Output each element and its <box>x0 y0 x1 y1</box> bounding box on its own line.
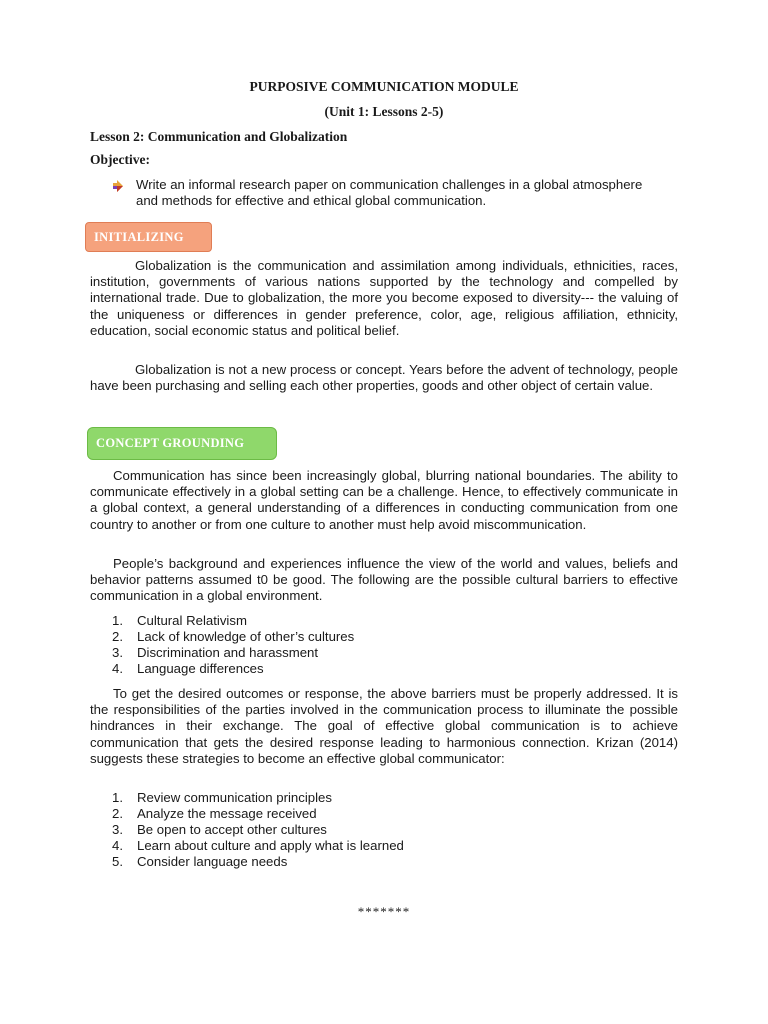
list-item: 1. Review communication principles <box>112 790 332 805</box>
initializing-paragraph-1: Globalization is the communication and assimilation among individuals, ethnicities, races, institution, governments of various nations supported by the technology and compelled by international trade. Due to globalization, the more you become exposed to diversity--- the valuing of the uniqueness or differences in gender preference, color, age, religious affiliation, ethnicity, education, social economic status and political belief. <box>90 258 678 338</box>
initializing-paragraph-2: Globalization is not a new process or concept. Years before the advent of technology, people have been purchasing and selling each other properties, goods and other object of certain value. <box>90 362 678 394</box>
module-title: PURPOSIVE COMMUNICATION MODULE <box>249 79 519 94</box>
list-item: 1. Cultural Relativism <box>112 613 247 628</box>
initializing-badge: INITIALIZING <box>85 222 212 252</box>
concept-paragraph-3: To get the desired outcomes or response, the above barriers must be properly addressed. It is the responsibilities of the parties involved in the communication process to illuminate the possible hindrances in their exchange. The goal of effective global communication is to achieve communication that gets the desired response leading to harmonious connection. Krizan (2014) suggests these strategies to become an effective global communicator: <box>90 686 678 766</box>
concept-paragraph-1: Communication has since been increasingly global, blurring national boundaries. The ability to communicate effectively in a global setting can be a challenge. Hence, to effectively communicate in a global context, a general understanding of a differences in conducting communication from one country to another or from one culture to another must help avoid miscommunication. <box>90 468 678 532</box>
lesson-heading: Lesson 2: Communication and Globalization <box>90 129 348 144</box>
list-item: 5. Consider language needs <box>112 854 288 869</box>
list-item: 4. Language differences <box>112 661 264 676</box>
module-subtitle: (Unit 1: Lessons 2-5) <box>324 104 444 119</box>
concept-grounding-badge: CONCEPT GROUNDING <box>87 427 277 460</box>
section-separator: ******* <box>357 904 411 919</box>
concept-paragraph-2: People’s background and experiences influence the view of the world and values, beliefs and behavior patterns assumed t0 be good. The following are the possible cultural barriers to effective communication in a global environment. <box>90 556 678 604</box>
list-item: 2. Lack of knowledge of other’s cultures <box>112 629 355 644</box>
list-item: 2. Analyze the message received <box>112 806 317 821</box>
list-item: 3. Discrimination and harassment <box>112 645 319 660</box>
list-item: 4. Learn about culture and apply what is learned <box>112 838 404 853</box>
strategies-list <box>112 790 672 870</box>
objective-text: Write an informal research paper on communication challenges in a global atmosphere and methods for effective and ethical global communication. <box>136 177 643 209</box>
list-item: 3. Be open to accept other cultures <box>112 822 327 837</box>
objective-label: Objective: <box>90 152 150 167</box>
bullet-arrow-icon <box>112 179 124 197</box>
barriers-list <box>112 613 672 677</box>
